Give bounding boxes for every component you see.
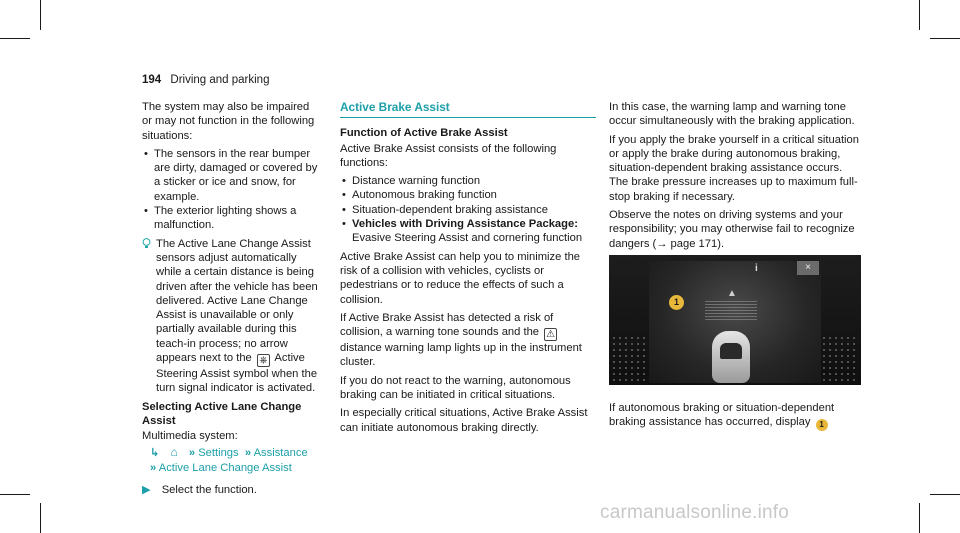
paragraph: If you apply the brake yourself in a critical situation or apply the brake during autonomous braking, situation-dependent braking assistance occurs. The brake pressure increases up to maximum full-stop braking if necessary. [609, 133, 859, 203]
callout-marker: 1 [816, 419, 828, 431]
column-2 [340, 100, 596, 439]
watermark: carmanualsonline.info [600, 502, 790, 523]
menu-path-2 [142, 461, 318, 475]
caption [609, 401, 861, 431]
paragraph: In this case, the warning lamp and warning tone occur simultaneously with the braking application. [609, 101, 855, 128]
info-icon: i [755, 262, 758, 274]
car-icon [712, 331, 750, 383]
paragraph: Active Brake Assist can help you to minimize the risk of a collision with vehicles, cyclists or pedestrians or to reduce the effects of such a collision. [340, 250, 581, 306]
paragraph: Observe the notes on driving systems and your responsibility; you may otherwise fail to recognize dangers (→ page 171). [609, 209, 855, 250]
caption-text: If autonomous braking or situation-dependent braking assistance has occurred, display [609, 401, 835, 429]
multimedia-label: Multimedia system: [142, 430, 238, 443]
warning-icon: ▲ [727, 287, 737, 299]
paragraph [340, 311, 596, 370]
impairment-list [142, 147, 318, 233]
column-3 [609, 100, 861, 435]
note-text-b: Active Steering Assist symbol when the turn signal indicator is activated. [156, 352, 318, 395]
paragraph: If you do not react to the warning, autonomous braking can be initiated in critical situations. [340, 374, 571, 402]
steering-assist-icon: ⎈ [257, 354, 270, 367]
crop-mark [40, 503, 41, 533]
section-title: Active Brake Assist [340, 100, 596, 118]
selecting-heading: Selecting Active Lane Change Assist [142, 400, 302, 427]
menu-settings: Settings [198, 446, 239, 459]
close-icon: × [797, 261, 819, 275]
package-text: Evasive Steering Assist and cornering function [352, 232, 583, 245]
list-item: • Situation-dependent braking assistance [340, 203, 596, 217]
note-block [142, 237, 318, 396]
note-icon [142, 238, 151, 249]
list-item: • The exterior lighting shows a malfunction. [142, 204, 318, 233]
menu-active-lane-change: Active Lane Change Assist [158, 461, 292, 474]
menu-assistance: Assistance [253, 446, 308, 459]
crop-mark [930, 38, 960, 39]
list-item: • Autonomous braking function [340, 188, 596, 202]
action-text: Select the function. [161, 484, 257, 497]
speaker-grille [821, 335, 859, 381]
page-header [142, 73, 269, 87]
crop-mark [0, 494, 30, 495]
list-item: • The sensors in the rear bumper are dirty, damaged or covered by a sticker or ice and snow, for example. [142, 147, 318, 204]
action-arrow-icon: ▶ [142, 484, 151, 497]
chevron-right-icon: » [241, 446, 252, 459]
list-item [340, 217, 596, 246]
menu-path [142, 445, 318, 460]
para-text-b: distance warning lamp lights up in the instrument cluster. [340, 342, 582, 369]
action-step [142, 483, 318, 497]
function-list [340, 174, 596, 245]
list-item: • Distance warning function [340, 174, 596, 188]
return-arrow-icon: ↳ [150, 446, 160, 459]
section-name: Driving and parking [170, 74, 270, 86]
intro-text: The system may also be impaired or may not function in the following situations: [142, 101, 315, 142]
speaker-grille [611, 335, 649, 381]
function-heading: Function of Active Brake Assist [340, 127, 508, 140]
crop-mark [919, 0, 920, 30]
chevron-right-icon: » [150, 461, 157, 474]
display-illustration [609, 255, 861, 385]
function-intro: Active Brake Assist consists of the following functions: [340, 142, 557, 169]
distance-warning-icon: ⚠ [544, 328, 557, 341]
package-label: Vehicles with Driving Assistance Package: [352, 218, 578, 231]
paragraph: In especially critical situations, Active Brake Assist can initiate autonomous braking directly. [340, 407, 588, 434]
callout-marker: 1 [669, 295, 684, 310]
home-icon: ⌂ [170, 444, 178, 459]
note-text-a: The Active Lane Change Assist sensors adjust automatically while a certain distance is being driven after the vehicle has been delivered. Active Lane Change Assist is unavailable or only partially available during this teach-in process; no arrow appears next to the [156, 237, 318, 365]
column-1 [142, 100, 318, 498]
crop-mark [919, 503, 920, 533]
page-number: 194 [142, 74, 162, 86]
crop-mark [930, 494, 960, 495]
lane-lines [705, 301, 757, 321]
chevron-right-icon: » [188, 446, 196, 459]
para-text-a: If Active Brake Assist has detected a risk of collision, a warning tone sounds and the [340, 311, 554, 339]
crop-mark [0, 38, 30, 39]
crop-mark [40, 0, 41, 30]
